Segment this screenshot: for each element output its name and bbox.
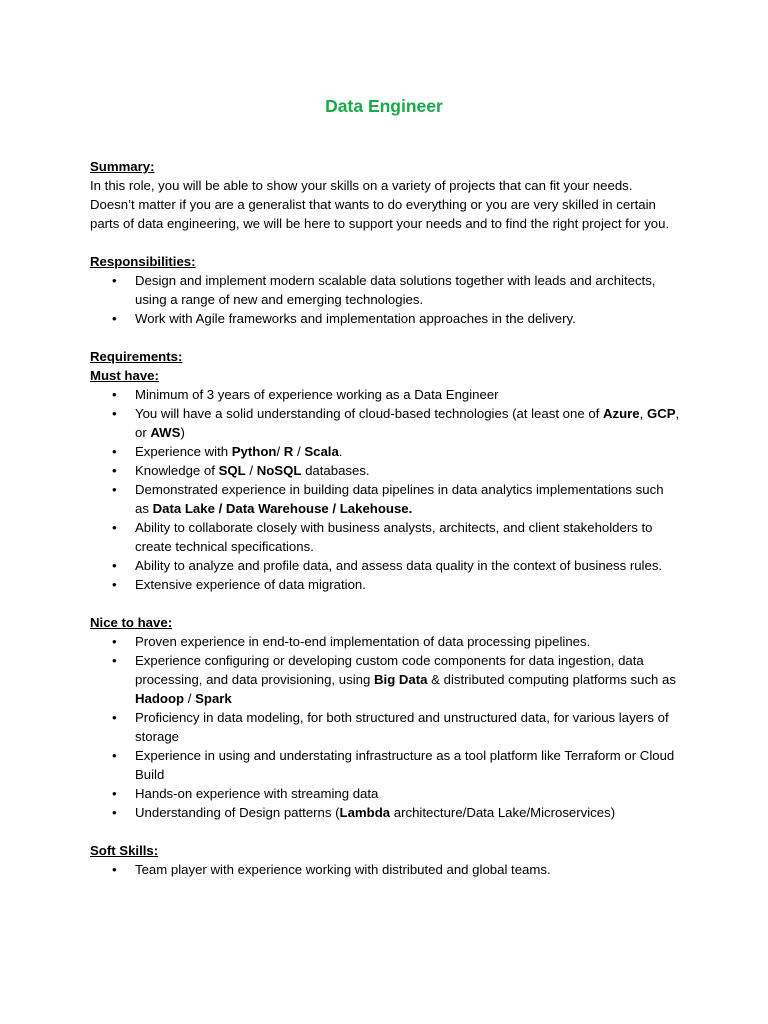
responsibilities-heading: Responsibilities: bbox=[90, 254, 196, 269]
summary-heading: Summary: bbox=[90, 159, 155, 174]
list-item: • Experience with Python/ R / Scala. bbox=[90, 442, 680, 461]
list-item: • Understanding of Design patterns (Lambda architecture/Data Lake/Microservices) bbox=[90, 803, 680, 822]
list-item: • You will have a solid understanding of cloud-based technologies (at least one of Azure, GCP, or AWS) bbox=[90, 404, 680, 442]
list-item: • Demonstrated experience in building data pipelines in data analytics implementations such as Data Lake / Data Warehouse / Lakehouse. bbox=[90, 480, 680, 518]
list-item: • Experience in using and understating infrastructure as a tool platform like Terraform or Cloud Build bbox=[90, 746, 680, 784]
list-item: • Proficiency in data modeling, for both structured and unstructured data, for various layers of storage bbox=[90, 708, 680, 746]
list-item: • Design and implement modern scalable data solutions together with leads and architects, using a range of new and emerging technologies. bbox=[90, 271, 680, 309]
summary-text: In this role, you will be able to show your skills on a variety of projects that can fit your needs. Doesn’t matter if you are a generalist that wants to do everything or you are very skilled in certain parts of data engineering, we will be here to support your needs and to find the right project for you. bbox=[90, 178, 670, 231]
soft-skills-list bbox=[90, 860, 680, 879]
nice-to-have-list bbox=[90, 632, 680, 822]
document-body bbox=[90, 157, 680, 879]
list-item: • Work with Agile frameworks and implementation approaches in the delivery. bbox=[90, 309, 680, 328]
responsibilities-list bbox=[90, 271, 680, 328]
requirements-heading: Requirements: bbox=[90, 349, 183, 364]
nice-to-have-heading: Nice to have: bbox=[90, 615, 173, 630]
list-item: • Proven experience in end-to-end implementation of data processing pipelines. bbox=[90, 632, 680, 651]
list-item: • Team player with experience working with distributed and global teams. bbox=[90, 860, 680, 879]
list-item: • Knowledge of SQL / NoSQL databases. bbox=[90, 461, 680, 480]
must-have-heading: Must have: bbox=[90, 368, 159, 383]
list-item: • Experience configuring or developing custom code components for data ingestion, data processing, and data provisioning, using Big Data & distributed computing platforms such as Hadoop / Spark bbox=[90, 651, 680, 708]
must-have-list bbox=[90, 385, 680, 594]
list-item: • Extensive experience of data migration. bbox=[90, 575, 680, 594]
list-item: • Ability to collaborate closely with business analysts, architects, and client stakeholders to create technical specifications. bbox=[90, 518, 680, 556]
list-item: • Minimum of 3 years of experience working as a Data Engineer bbox=[90, 385, 680, 404]
page-title: Data Engineer bbox=[325, 96, 443, 116]
soft-skills-heading: Soft Skills: bbox=[90, 843, 159, 858]
list-item: • Ability to analyze and profile data, and assess data quality in the context of business rules. bbox=[90, 556, 680, 575]
list-item: • Hands-on experience with streaming data bbox=[90, 784, 680, 803]
